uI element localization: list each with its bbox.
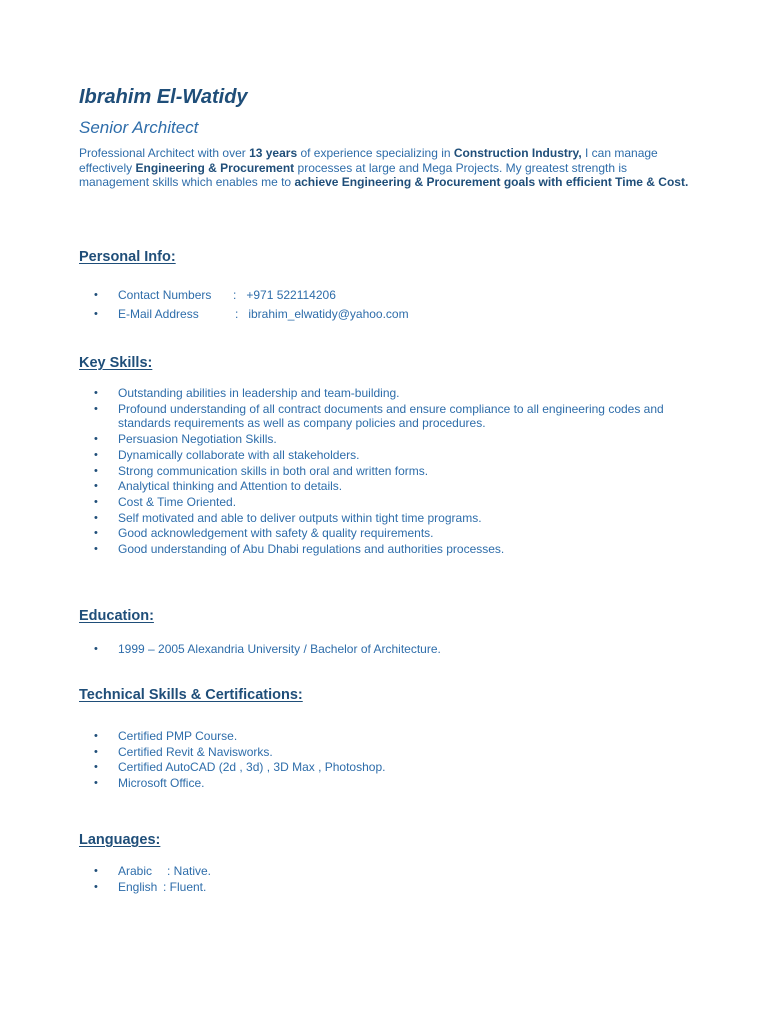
bullet-icon: • (94, 730, 98, 742)
list-item (94, 288, 694, 303)
education-list (94, 642, 694, 658)
candidate-title: Senior Architect (79, 118, 199, 137)
list-item (94, 642, 694, 657)
skill-text: Self motivated and able to deliver outputs within tight time programs. (118, 510, 482, 525)
professional-summary (79, 146, 694, 190)
bullet-icon: • (94, 480, 98, 493)
language-level: : Native. (167, 864, 212, 878)
email-value: ibrahim_elwatidy@yahoo.com (248, 306, 409, 321)
contact-separator: : (233, 288, 237, 302)
bullet-icon: • (94, 464, 98, 477)
skill-text: Analytical thinking and Attention to details. (118, 479, 343, 494)
list-item (94, 307, 694, 322)
bullet-icon: • (94, 387, 98, 399)
summary-highlight: achieve Engineering & Procurement goals with efficient Time & Cost. (294, 175, 689, 190)
summary-highlight: Engineering & Procurement (135, 160, 295, 175)
list-item (94, 479, 694, 494)
summary-text: of experience specializing in (297, 146, 454, 160)
language-name: Arabic (118, 864, 153, 878)
summary-highlight: Construction Industry, (453, 146, 582, 160)
personal-info-heading: Personal Info: (79, 249, 176, 265)
list-item (94, 432, 694, 447)
bullet-icon: • (94, 448, 98, 461)
bullet-icon: • (94, 527, 98, 540)
contact-value: +971 522114206 (246, 288, 336, 302)
languages-list (94, 864, 694, 895)
key-skills-list (94, 386, 694, 558)
list-item (94, 448, 694, 463)
skill-text: Cost & Time Oriented. (118, 494, 237, 509)
personal-info-list (94, 288, 694, 322)
list-item (94, 760, 694, 775)
summary-highlight: 13 years (249, 146, 298, 160)
language-level: : Fluent. (163, 879, 207, 894)
list-item (94, 542, 694, 557)
candidate-name: Ibrahim El-Watidy (79, 86, 248, 108)
email-separator: : (235, 306, 239, 321)
summary-text: I can manage effectively (79, 146, 658, 175)
certification-text: Microsoft Office. (118, 776, 205, 791)
bullet-icon: • (94, 745, 98, 758)
list-item (94, 864, 694, 879)
certification-text: Certified PMP Course. (118, 729, 238, 743)
technical-skills-heading: Technical Skills & Certifications: (79, 687, 303, 703)
skill-text: Good acknowledgement with safety & quality requirements. (118, 526, 434, 541)
bullet-icon: • (94, 402, 98, 415)
bullet-icon: • (94, 433, 98, 446)
list-item (94, 880, 694, 895)
bullet-icon: • (94, 865, 98, 877)
bullet-icon: • (94, 761, 98, 774)
skill-text: Persuasion Negotiation Skills. (118, 432, 277, 447)
bullet-icon: • (94, 289, 98, 301)
list-item (94, 495, 694, 510)
languages-heading: Languages: (79, 832, 161, 848)
bullet-icon: • (94, 495, 98, 508)
list-item (94, 729, 694, 744)
technical-skills-list (94, 729, 694, 792)
skill-text: Profound understanding of all contract documents and ensure compliance to all engineering codes and standards requirements as well as company policies and procedures. (118, 401, 664, 431)
summary-text: processes at large and Mega Projects. My greatest strength is management skills which enables me to (79, 160, 628, 190)
education-text: 1999 – 2005 Alexandria University / Bachelor of Architecture. (118, 642, 441, 656)
education-heading: Education: (79, 608, 154, 624)
key-skills-heading: Key Skills: (79, 355, 153, 371)
list-item (94, 526, 694, 541)
contact-label: Contact Numbers (118, 288, 212, 302)
skill-text: Strong communication skills in both oral and written forms. (118, 463, 429, 478)
bullet-icon: • (94, 307, 98, 320)
certification-text: Certified AutoCAD (2d , 3d) , 3D Max , Photoshop. (118, 760, 386, 775)
list-item (94, 402, 694, 431)
bullet-icon: • (94, 643, 98, 655)
list-item (94, 776, 694, 791)
email-label: E-Mail Address (118, 306, 199, 321)
language-name: English (118, 879, 158, 894)
bullet-icon: • (94, 511, 98, 524)
skill-text: Outstanding abilities in leadership and team-building. (118, 386, 400, 400)
bullet-icon: • (94, 543, 98, 556)
list-item (94, 386, 694, 401)
skill-text: Good understanding of Abu Dhabi regulations and authorities processes. (118, 542, 505, 557)
certification-text: Certified Revit & Navisworks. (118, 744, 273, 759)
list-item (94, 511, 694, 526)
summary-text: Professional Architect with over (79, 146, 250, 160)
bullet-icon: • (94, 777, 98, 790)
skill-text: Dynamically collaborate with all stakeholders. (118, 447, 360, 462)
bullet-icon: • (94, 880, 98, 893)
list-item (94, 464, 694, 479)
list-item (94, 745, 694, 760)
